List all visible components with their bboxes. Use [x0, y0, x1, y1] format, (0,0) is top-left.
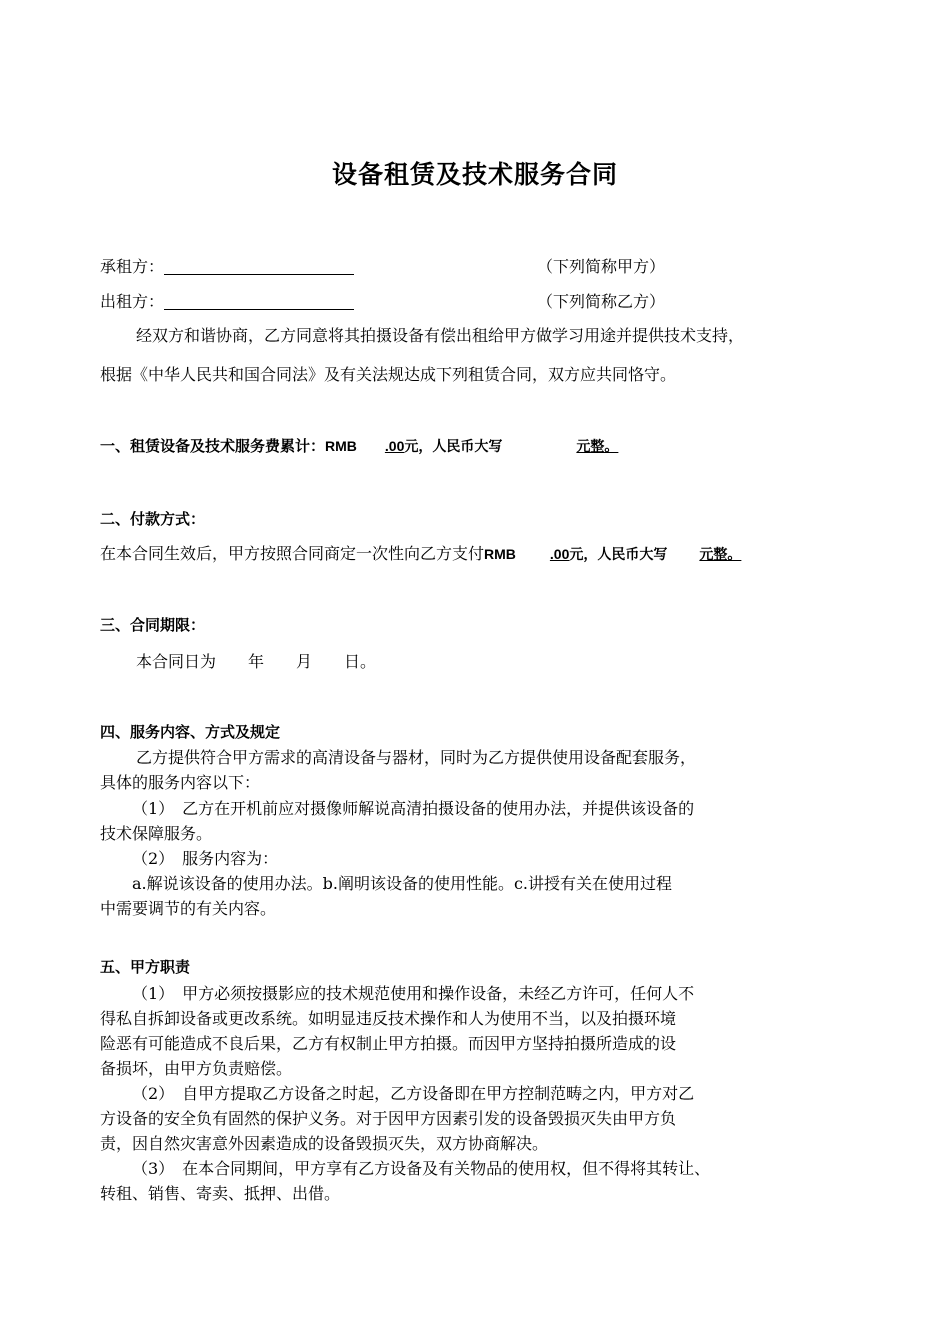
- section-5-line: 备损坏，由甲方负责赔偿。: [100, 1059, 293, 1078]
- section-3-text: 本合同日为 年 月 日。: [136, 652, 377, 671]
- section-5-heading: 五、甲方职责: [100, 958, 191, 976]
- section-2-capital-blank[interactable]: 元整。: [699, 546, 742, 562]
- document-title: 设备租赁及技术服务合同: [331, 160, 618, 189]
- section-1-rmb: RMB: [325, 438, 357, 454]
- section-2-heading: 二、付款方式：: [100, 510, 206, 528]
- section-1-yuan: 元，人民币大写: [404, 438, 503, 454]
- section-5-line: 险恶有可能造成不良后果，乙方有权制止甲方拍摄。而因甲方坚持拍摄所造成的设: [100, 1034, 677, 1053]
- section-1: [100, 435, 618, 456]
- lessee-line: [100, 254, 354, 277]
- section-2-yuan: 元，人民币大写: [569, 546, 668, 562]
- section-1-heading: 一、租赁设备及技术服务费累计：: [100, 437, 326, 455]
- section-4-heading: 四、服务内容、方式及规定: [100, 723, 281, 741]
- lessor-line: [100, 289, 354, 312]
- intro-line-2: 根据《中华人民共和国合同法》及有关法规达成下列租赁合同，双方应共同恪守。: [100, 365, 677, 384]
- section-5-line: （3） 在本合同期间，甲方享有乙方设备及有关物品的使用权，但不得将其转让、: [132, 1159, 711, 1178]
- section-4-line: 中需要调节的有关内容。: [100, 899, 277, 918]
- section-5-line: 方设备的安全负有固然的保护义务。对于因甲方因素引发的设备毁损灭失由甲方负: [100, 1109, 677, 1128]
- section-1-tail: 元整。: [576, 438, 619, 454]
- section-4-line: 技术保障服务。: [100, 824, 213, 843]
- section-5-line: （2） 自甲方提取乙方设备之时起，乙方设备即在甲方控制范畴之内，甲方对乙: [132, 1084, 695, 1103]
- section-1-capital-blank[interactable]: [502, 438, 576, 454]
- lessor-blank[interactable]: [164, 293, 354, 310]
- section-5-line: 转租、销售、寄卖、抵押、出借。: [100, 1184, 341, 1203]
- section-3-heading: 三、合同期限：: [100, 616, 206, 634]
- section-1-amount[interactable]: .00: [384, 438, 405, 454]
- section-4-line: （1） 乙方在开机前应对摄像师解说高清拍摄设备的使用办法，并提供该设备的: [132, 799, 695, 818]
- section-5-line: 责，因自然灾害意外因素造成的设备毁损灭失，双方协商解决。: [100, 1134, 549, 1153]
- section-4-line: 具体的服务内容以下：: [100, 773, 261, 792]
- section-2-text: 在本合同生效后，甲方按照合同商定一次性向乙方支付RMB .00元，人民币大写 元整。: [100, 544, 742, 563]
- lessee-blank[interactable]: [164, 258, 354, 275]
- lessor-note: （下列简称乙方）: [537, 292, 666, 311]
- intro-line-1: 经双方和谐协商，乙方同意将其拍摄设备有偿出租给甲方做学习用途并提供技术支持，: [136, 326, 745, 345]
- section-4-line: a.解说该设备的使用办法。b.阐明该设备的使用性能。c.讲授有关在使用过程: [132, 874, 673, 893]
- section-2-rmb: RMB: [484, 546, 516, 562]
- lessee-label: 承租方：: [100, 257, 165, 276]
- lessor-label: 出租方：: [100, 292, 165, 311]
- section-4-line: 乙方提供符合甲方需求的高清设备与器材，同时为乙方提供使用设备配套服务，: [136, 748, 697, 767]
- section-4-line: （2） 服务内容为：: [132, 849, 279, 868]
- section-5-line: 得私自拆卸设备或更改系统。如明显违反技术操作和人为使用不当，以及拍摄环境: [100, 1009, 677, 1028]
- lessee-note: （下列简称甲方）: [537, 257, 666, 276]
- section-5-line: （1） 甲方必须按摄影应的技术规范使用和操作设备，未经乙方许可，任何人不: [132, 984, 695, 1003]
- section-2-amount[interactable]: .00: [549, 546, 570, 562]
